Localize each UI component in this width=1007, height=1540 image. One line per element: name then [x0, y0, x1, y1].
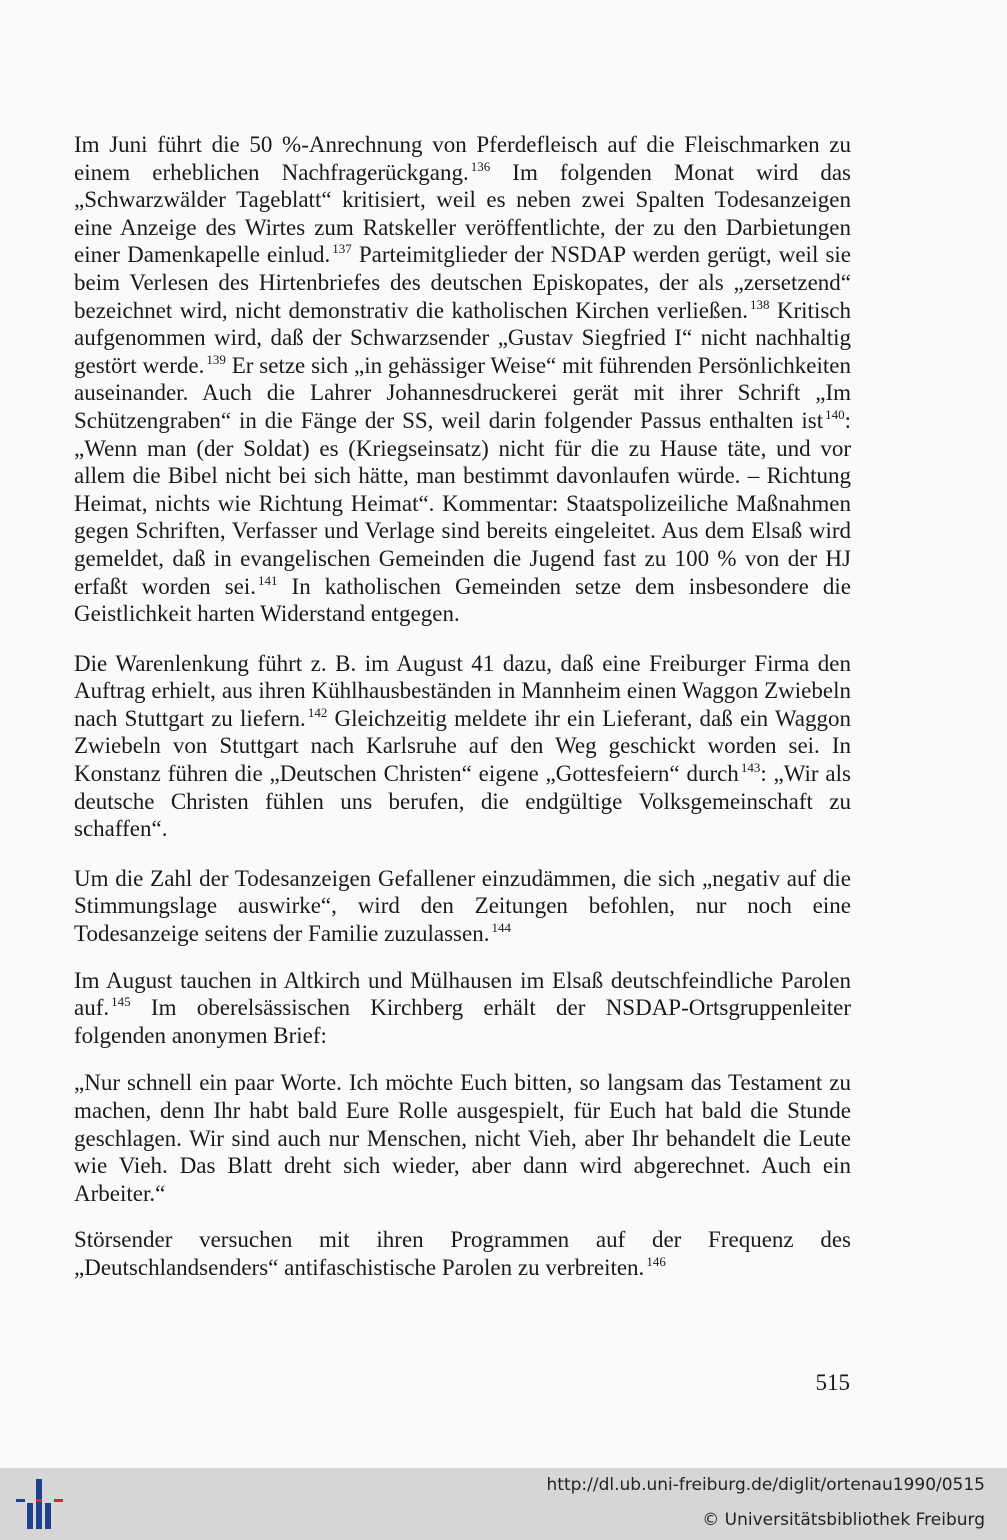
footnote-marker: 146	[646, 1253, 666, 1269]
footnote-marker: 145	[111, 994, 131, 1010]
quoted-letter	[74, 1069, 851, 1207]
footnote-marker: 141	[258, 572, 278, 588]
permalink-url[interactable]: http://dl.ub.uni-freiburg.de/diglit/ortenau1990/0515	[546, 1475, 985, 1495]
ub-freiburg-logo-icon	[12, 1475, 64, 1533]
text-run: Er setze sich „in gehässiger Weise“ mit führenden Persönlichkeiten auseinander. Auch die Lahrer Johannesdruckerei gerät mit ihrer Schrift „Im Schützengraben“ in die Fänge der SS, weil darin folgender Passus enthalten ist	[74, 352, 851, 433]
footnote-marker: 137	[332, 241, 352, 257]
text-run: Kritisch aufgenommen wird, daß der Schwarzsender „Gustav Siegfried I“ nicht nachhaltig gestört werde.	[74, 297, 852, 378]
text-run: Im August tauchen in Altkirch und Mülhausen im Elsaß deutschfeindliche Parolen auf.	[74, 967, 851, 1021]
text-run: Im oberelsässischen Kirchberg erhält der NSDAP-Ortsgruppenleiter folgenden anonymen Brief:	[74, 995, 851, 1048]
text-run: Um die Zahl der Todesanzeigen Gefallener einzudämmen, die sich „negativ auf die Stimmungslage auswirke“, wird den Zeitungen befohlen, nur noch eine Todesanzeige seitens der Familie zuzulassen.	[74, 865, 851, 947]
copyright-notice: © Universitätsbibliothek Freiburg	[702, 1510, 985, 1530]
footnote-marker: 143	[740, 760, 761, 776]
text-run: Die Warenlenkung führt z. B. im August 41 dazu, daß eine Freiburger Firma den Auftrag erhielt, aus ihren Kühlhausbeständen in Mannheim einen Waggon Zwiebeln nach Stuttgart zu liefern.	[74, 650, 851, 731]
footnote-marker: 136	[470, 158, 491, 174]
text-run: Im folgenden Monat wird das „Schwarzwälder Tageblatt“ kritisiert, weil es neben zwei Spalten Todesanzeigen eine Anzeige des Wirtes zum Ratskeller veröffentlichte, der zu den Darbietungen einer Damenkapelle einlud.	[74, 159, 851, 268]
footnote-marker: 142	[307, 704, 328, 720]
paragraph-2	[74, 650, 851, 843]
paragraph-4	[74, 967, 851, 1050]
footer-bar	[0, 1468, 1007, 1540]
footnote-marker: 139	[206, 351, 226, 367]
text-run: Gleichzeitig meldete ihr ein Lieferant, daß ein Waggon Zwiebeln von Stuttgart nach Karlsruhe auf den Weg geschickt worden sei. In Konstanz führen die „Deutschen Christen“ eigene „Gottesfeiern“ durch	[74, 705, 851, 787]
paragraph-6	[74, 1226, 851, 1281]
paragraph-1	[74, 131, 851, 628]
text-run: „Nur schnell ein paar Worte. Ich möchte Euch bitten, so langsam das Testament zu machen, denn Ihr habt bald Eure Rolle ausgespielt, für Euch hat bald die Stunde geschlagen. Wir sind auch nur Menschen, nicht Vieh, aber Ihr behandelt die Leute wie Vieh. Das Blatt dreht sich wieder, aber dann wird abgerechnet. Auch ein Arbeiter.“	[74, 1070, 851, 1206]
text-run: : „Wenn man (der Soldat) es (Kriegseinsatz) nicht für die zu Hause täte, und vor allem die Bibel nicht bei sich hätte, man bestimmt davonlaufen würde. – Richtung Heimat, nichts wie Richtung Heimat“. Kommentar: Staatspolizeiliche Maßnahmen gegen Schriften, Verfasser und Verlage sind bereits eingeleitet. Aus dem Elsaß wird gemeldet, daß in evangelischen Gemeinden die Jugend fast zu 100 % von der HJ erfaßt worden sei.	[74, 407, 851, 599]
page-number: 515	[815, 1370, 850, 1395]
text-run: In katholischen Gemeinden setze dem insbesondere die Geistlichkeit harten Widerstand entgegen.	[74, 573, 851, 627]
text-run: Im Juni führt die 50 %-Anrechnung von Pferdefleisch auf die Fleischmarken zu einem erheblichen Nachfragerückgang.	[74, 132, 851, 185]
footnote-marker: 138	[749, 296, 770, 312]
page-body	[74, 131, 851, 1282]
text-run: : „Wir als deutsche Christen fühlen uns berufen, die endgültige Volksgemeinschaft zu schaffen“.	[74, 761, 851, 842]
text-run: Störsender versuchen mit ihren Programmen auf der Frequenz des „Deutschlandsenders“ antifaschistische Parolen zu verbreiten.	[74, 1227, 851, 1280]
footnote-marker: 140	[825, 406, 845, 422]
text-run: Parteimitglieder der NSDAP werden gerügt, weil sie beim Verlesen des Hirtenbriefes des deutschen Episkopates, der als „zersetzend“ bezeichnet wird, nicht demonstrativ die katholischen Kirchen verließen.	[74, 242, 851, 323]
paragraph-3	[74, 865, 851, 948]
footnote-marker: 144	[491, 920, 511, 936]
